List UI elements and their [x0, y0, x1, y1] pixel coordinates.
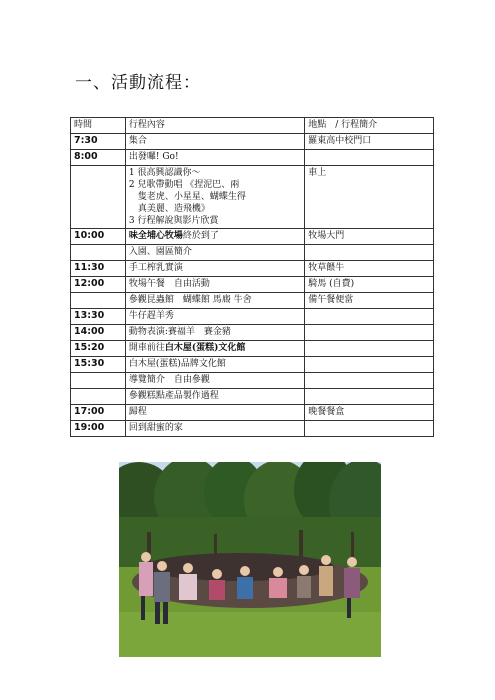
- row-place: [305, 421, 434, 437]
- desc-line: 隻老虎、小星星、蝴蝶生得: [137, 192, 246, 202]
- row-desc: [125, 341, 304, 357]
- row-desc: 動物表演:賽福羊 賽金豬: [125, 325, 304, 341]
- row-place: [305, 373, 434, 389]
- row-place: 備午餐便當: [305, 293, 434, 309]
- row-time: 15:30: [71, 357, 126, 373]
- desc-emphasis: 味全埔心牧場: [128, 231, 183, 241]
- desc-emphasis: 白木屋(蛋糕)文化館: [164, 343, 246, 353]
- row-time: 17:00: [71, 405, 126, 421]
- row-place: 羅東高中校門口: [305, 134, 434, 150]
- page-heading: 一、活動流程：: [75, 73, 201, 93]
- row-time: 12:00: [71, 277, 126, 293]
- row-place: [305, 245, 434, 261]
- row-time: [71, 166, 126, 229]
- table-row: [71, 357, 434, 373]
- row-desc: 出發囉! Go!: [125, 150, 304, 166]
- row-time: 15:20: [71, 341, 126, 357]
- row-time: 7:30: [71, 134, 126, 150]
- row-place: 車上: [305, 166, 434, 229]
- row-desc: 參觀昆蟲館 蝴蝶館 馬廄 牛舍: [125, 293, 304, 309]
- table-row: [71, 373, 434, 389]
- desc-text: 開車前往: [128, 343, 165, 353]
- row-place: 牧場大門: [305, 229, 434, 245]
- group-photo-icon: [119, 462, 381, 657]
- header-time: 時間: [71, 118, 126, 134]
- row-desc: 白木屋(蛋糕)品牌文化館: [125, 357, 304, 373]
- row-time: 10:00: [71, 229, 126, 245]
- table-row: [71, 134, 434, 150]
- table-row: [71, 166, 434, 229]
- header-desc: 行程內容: [125, 118, 304, 134]
- desc-line: 真美麗、造飛機》: [137, 204, 210, 214]
- desc-text: 終於到了: [182, 231, 219, 241]
- row-place: 牧草餵牛: [305, 261, 434, 277]
- row-time: [71, 293, 126, 309]
- row-time: [71, 245, 126, 261]
- row-desc: [125, 229, 304, 245]
- row-time: 19:00: [71, 421, 126, 437]
- table-row: [71, 261, 434, 277]
- row-time: [71, 373, 126, 389]
- row-desc: 入園、園區簡介: [125, 245, 304, 261]
- row-desc: 牛仔趕羊秀: [125, 309, 304, 325]
- row-time: 13:30: [71, 309, 126, 325]
- row-place: [305, 309, 434, 325]
- table-row: [71, 150, 434, 166]
- group-photo: [119, 462, 381, 657]
- row-place: [305, 357, 434, 373]
- table-row: [71, 325, 434, 341]
- table-row: [71, 309, 434, 325]
- table-row: [71, 229, 434, 245]
- row-place: [305, 325, 434, 341]
- schedule-table: [70, 117, 434, 437]
- row-place: [305, 389, 434, 405]
- row-time: 14:00: [71, 325, 126, 341]
- row-place: [305, 150, 434, 166]
- row-desc: 集合: [125, 134, 304, 150]
- table-header-row: [71, 118, 434, 134]
- row-desc: 回到甜蜜的家: [125, 421, 304, 437]
- row-place: [305, 341, 434, 357]
- row-desc: 牧場午餐 自由活動: [125, 277, 304, 293]
- row-time: 11:30: [71, 261, 126, 277]
- table-row: [71, 245, 434, 261]
- row-desc: 手工榨乳實演: [125, 261, 304, 277]
- table-row: [71, 389, 434, 405]
- desc-line: 1 很高興認識你～: [128, 168, 201, 178]
- header-place: 地點 / 行程簡介: [305, 118, 434, 134]
- desc-line: 3 行程解說與影片欣賞: [128, 216, 219, 226]
- row-desc: 歸程: [125, 405, 304, 421]
- row-time: 8:00: [71, 150, 126, 166]
- row-desc: 導覽簡介 自由參觀: [125, 373, 304, 389]
- table-row: [71, 405, 434, 421]
- table-row: [71, 277, 434, 293]
- table-row: [71, 341, 434, 357]
- table-row: [71, 421, 434, 437]
- row-time: [71, 389, 126, 405]
- row-place: 騎馬 (自費): [305, 277, 434, 293]
- desc-line: 2 兒歌帶動唱 《捏泥巴、兩: [128, 180, 240, 190]
- row-desc: [125, 166, 304, 229]
- row-place: 晚餐餐盒: [305, 405, 434, 421]
- row-desc: 參觀糕點產品製作過程: [125, 389, 304, 405]
- table-row: [71, 293, 434, 309]
